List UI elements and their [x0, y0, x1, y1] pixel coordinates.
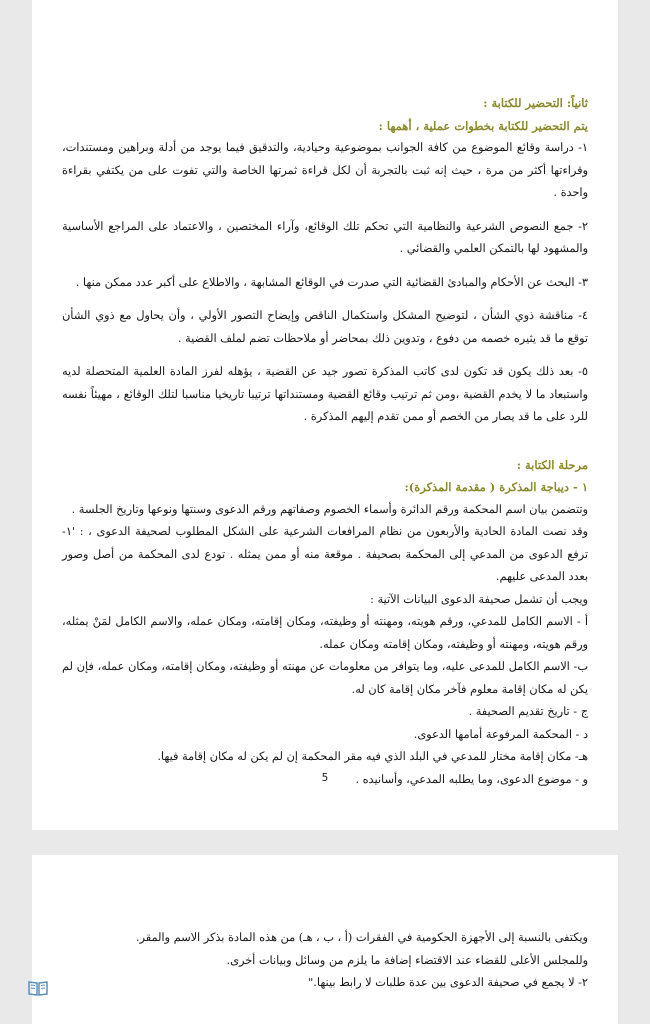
stage-title: مرحلة الكتابة :: [516, 457, 588, 472]
step-1: ١- دراسة وقائع الموضوع من كافة الجوانب بموضوعية وحيادية، والتدقيق فيما يوجد من أدلة وبراهين ومستندات، وقراءتها أكثر من مرة ، حيث إنه ثبت بالتجربة أن لكل قراءة ثمرتها الخاصة والتي تفوت على من يكتفي بقراءة واحدة .: [62, 141, 588, 199]
section-title: ثانياً: التحضير للكتابة :: [483, 96, 588, 110]
list-item-d: د - المحكمة المرفوعة أمامها الدعوى.: [413, 727, 588, 741]
intro-line-3: ويجب أن تشمل صحيفة الدعوى البيانات الآتية :: [370, 592, 588, 606]
step-4: ٤- مناقشة ذوي الشأن ، لتوضيح المشكل واستكمال الناقص وإيضاح التصور الأولي ، وأن يحاول مع ذوي الشأن توقع ما قد يثيره خصمه من دفوع ، وتدوين ذلك بمحاضر أو ملاحظات تضم لملف القضية .: [62, 309, 588, 345]
list-item-w: و - موضوع الدعوى، وما يطلبه المدعي، وأسانيده .: [355, 772, 588, 786]
intro-line-1: وتتضمن بيان اسم المحكمة ورقم الدائرة وأسماء الخصوم وصفاتهم ورقم الدعوى وسنتها ونوعها وتاريخ الجلسة .: [71, 502, 588, 516]
page-1-content: [62, 92, 588, 791]
step-2: ٢- جمع النصوص الشرعية والنظامية التي تحكم تلك الوقائع، وآراء المختصين ، والاعتماد على المراجع الأساسية والمشهود لها بالتمكن العلمي والقضائي .: [62, 219, 588, 255]
list-item-b: ب- الاسم الكامل للمدعى عليه، وما يتوافر من معلومات عن مهنته أو وظيفته، ومكان إقامته، ومكان عمله، فإن لم يكن له مكان إقامة معلوم فآخر مكان إقامة كان له.: [62, 660, 588, 696]
section-subtitle: يتم التحضير للكتابة بخطوات عملية ، أهمها :: [378, 118, 588, 133]
page-2-content: [62, 927, 588, 995]
step-3: ٣- البحث عن الأحكام والمبادئ القضائية التي صدرت في الوقائع المشابهة ، والاطلاع على أكبر عدد ممكن منها .: [75, 275, 588, 289]
open-book-icon[interactable]: [28, 980, 48, 996]
list-item-a: أ - الاسم الكامل للمدعي، ورقم هويته، ومهنته أو وظيفته، ومكان إقامته، ومكان عمله، والاسم الكامل لمَنْ يمثله، ورقم هويته، ومهنته أو وظيفته، ومكان إقامته ومكان عمله.: [62, 615, 588, 651]
step-5: ٥- بعد ذلك يكون قد تكون لدى كاتب المذكرة تصور جيد عن القضية ، يؤهله لفرز المادة العلمية المتحصلة لديه واستبعاد ما لا يخدم القضية ،ومن ثم ترتيب وقائع القضية ومستنداتها ترتيبا تاريخيا مناسبا لتلك الوقائع ، مهيئاً نفسه للرد على ما قد يصار من الخصم أو ممن تقدم إليهم المذكرة .: [62, 365, 588, 423]
intro-line-2: وقد نصت المادة الحادية والأربعون من نظام المرافعات الشرعية على الشكل المطلوب لصحيفة الدعوى ، : '١- ترفع الدعوى من المدعي إلى المحكمة بصحيفة . موقعة منه أو ممن يمثله . تودع لدى المحكمة من أصل وصور بعدد المدعى عليهم.: [62, 525, 588, 583]
page-2-line-3: ٢- لا يجمع في صحيفة الدعوى بين عدة طلبات لا رابط بينها.": [308, 976, 588, 989]
page-2-line-2: وللمجلس الأعلى للقضاء عند الاقتضاء إضافة ما يلزم من وسائل وبيانات أخرى.: [226, 953, 588, 967]
list-item-c: ج - تاريخ تقديم الصحيفة .: [468, 705, 588, 718]
document-page-1: [32, 0, 618, 830]
stage-subtitle: ١ - ديباجة المذكرة ( مقدمة المذكرة):: [404, 480, 588, 494]
list-item-h: هـ- مكان إقامة مختار للمدعي في البلد الذي فيه مقر المحكمة إن لم يكن له مكان إقامة فيها.: [157, 750, 588, 763]
page-2-line-1: ويكتفى بالنسبة إلى الأجهزة الحكومية في الفقرات (أ ، ب ، هـ) من هذه المادة بذكر الاسم والمقر.: [135, 931, 588, 944]
page-number: 5: [321, 772, 329, 784]
document-page-2: [32, 855, 618, 1024]
